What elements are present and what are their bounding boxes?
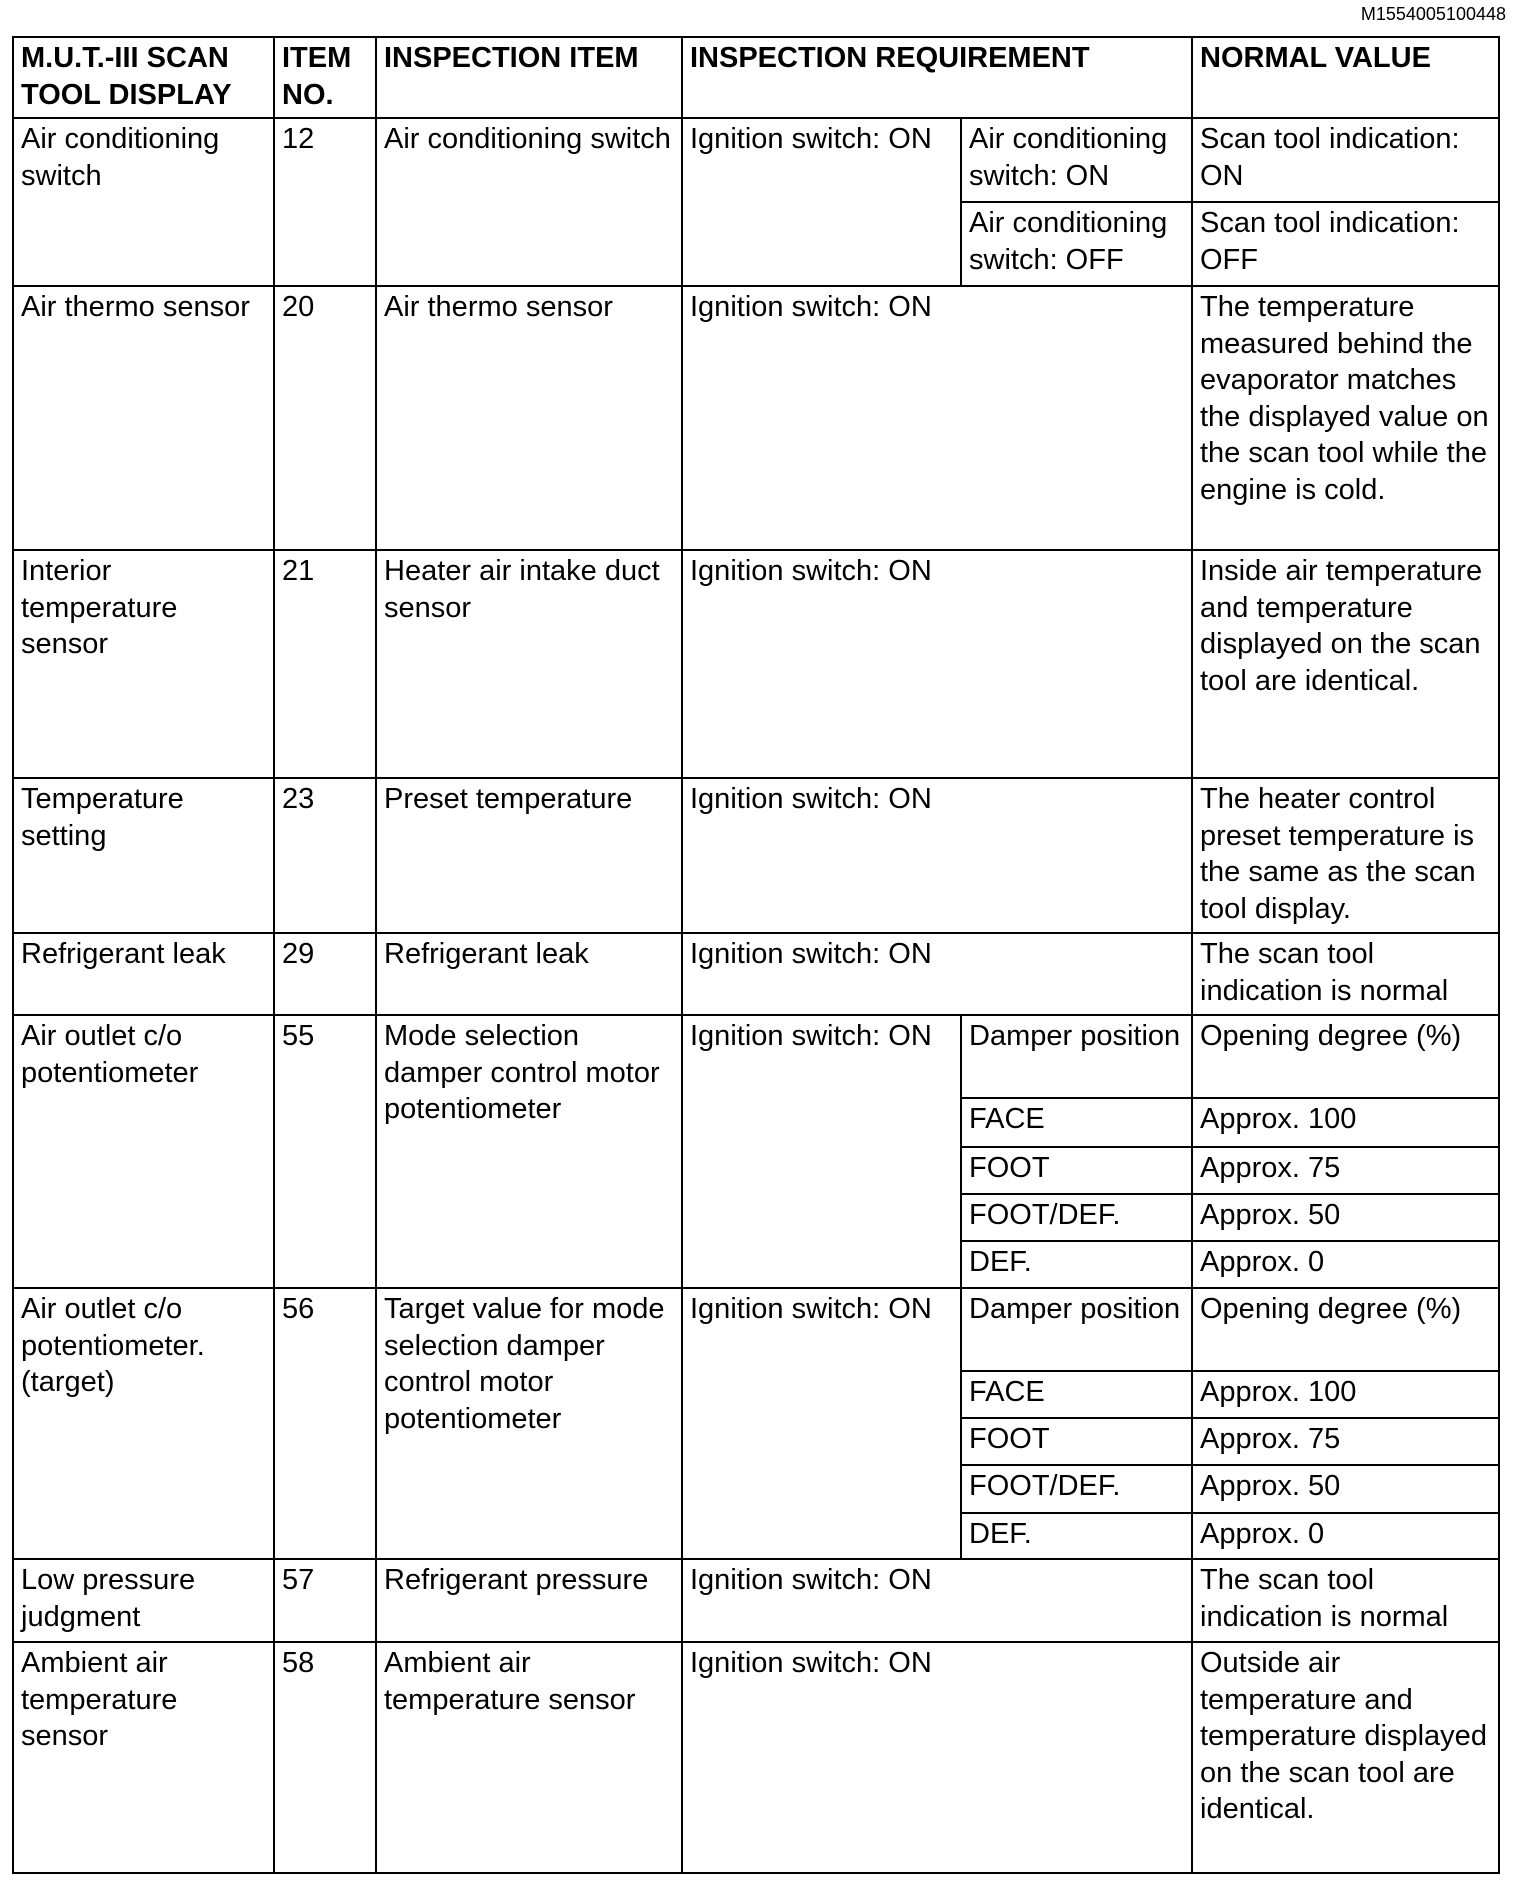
inspection-item-cell: Mode selection damper control motor potentiometer: [376, 1015, 682, 1288]
scan-tool-display-cell: Air thermo sensor: [13, 286, 274, 550]
table-row: [13, 550, 1499, 778]
normal-value-cell: Opening degree (%): [1192, 1288, 1499, 1371]
item-no-cell: 20: [274, 286, 376, 550]
scan-tool-display-cell: Temperature setting: [13, 778, 274, 933]
condition-cell: Damper position: [961, 1015, 1192, 1098]
inspection-requirement-cell: Ignition switch: ON: [682, 1015, 961, 1288]
normal-value-cell: Scan tool indication: ON: [1192, 118, 1499, 202]
table-row: [13, 1559, 1499, 1642]
header-normal-value: NORMAL VALUE: [1192, 37, 1499, 118]
header-inspection-item: INSPECTION ITEM: [376, 37, 682, 118]
table-row: [13, 118, 1499, 202]
header-scan-tool-display: M.U.T.-III SCAN TOOL DISPLAY: [13, 37, 274, 118]
scan-tool-display-cell: Ambient air temperature sensor: [13, 1642, 274, 1873]
inspection-item-cell: Refrigerant pressure: [376, 1559, 682, 1642]
condition-cell: DEF.: [961, 1513, 1192, 1559]
normal-value-cell: Scan tool indication: OFF: [1192, 202, 1499, 286]
normal-value-cell: Approx. 75: [1192, 1147, 1499, 1194]
condition-cell: FOOT/DEF.: [961, 1194, 1192, 1241]
inspection-item-cell: Refrigerant leak: [376, 933, 682, 1015]
table-row: [13, 933, 1499, 1015]
inspection-requirement-cell: Ignition switch: ON: [682, 1559, 1192, 1642]
table-row: [13, 286, 1499, 550]
normal-value-cell: Approx. 0: [1192, 1241, 1499, 1288]
inspection-requirement-cell: Ignition switch: ON: [682, 1642, 1192, 1873]
inspection-item-cell: Air thermo sensor: [376, 286, 682, 550]
item-no-cell: 23: [274, 778, 376, 933]
scan-tool-display-cell: Air conditioning switch: [13, 118, 274, 286]
inspection-item-cell: Preset temperature: [376, 778, 682, 933]
condition-cell: FOOT/DEF.: [961, 1465, 1192, 1513]
header-row: [13, 37, 1499, 118]
inspection-requirement-cell: Ignition switch: ON: [682, 286, 1192, 550]
item-no-cell: 29: [274, 933, 376, 1015]
table-row: [13, 778, 1499, 933]
inspection-requirement-cell: Ignition switch: ON: [682, 1288, 961, 1559]
inspection-requirement-cell: Ignition switch: ON: [682, 933, 1192, 1015]
condition-cell: FACE: [961, 1371, 1192, 1418]
inspection-item-cell: Ambient air temperature sensor: [376, 1642, 682, 1873]
table-row: [13, 1642, 1499, 1873]
condition-cell: Air conditioning switch: ON: [961, 118, 1192, 202]
document-id: M1554005100448: [1360, 4, 1506, 24]
normal-value-cell: Outside air temperature and temperature displayed on the scan tool are identical.: [1192, 1642, 1499, 1873]
item-no-cell: 12: [274, 118, 376, 286]
normal-value-cell: Approx. 0: [1192, 1513, 1499, 1559]
scan-tool-display-cell: Air outlet c/o potentiometer. (target): [13, 1288, 274, 1559]
inspection-requirement-cell: Ignition switch: ON: [682, 118, 961, 286]
normal-value-cell: The heater control preset temperature is the same as the scan tool display.: [1192, 778, 1499, 933]
item-no-cell: 57: [274, 1559, 376, 1642]
inspection-item-cell: Air conditioning switch: [376, 118, 682, 286]
item-no-cell: 55: [274, 1015, 376, 1288]
condition-cell: FOOT: [961, 1418, 1192, 1465]
item-no-cell: 58: [274, 1642, 376, 1873]
scan-tool-display-cell: Refrigerant leak: [13, 933, 274, 1015]
condition-cell: FACE: [961, 1098, 1192, 1147]
condition-cell: DEF.: [961, 1241, 1192, 1288]
table-row: [13, 1288, 1499, 1371]
condition-cell: Air conditioning switch: OFF: [961, 202, 1192, 286]
inspection-item-cell: Target value for mode selection damper control motor potentiometer: [376, 1288, 682, 1559]
header-inspection-requirement: INSPECTION REQUIREMENT: [682, 37, 1192, 118]
table-row: [13, 1015, 1499, 1098]
normal-value-cell: The scan tool indication is normal: [1192, 933, 1499, 1015]
normal-value-cell: Approx. 75: [1192, 1418, 1499, 1465]
header-item-no: ITEM NO.: [274, 37, 376, 118]
normal-value-cell: Inside air temperature and temperature displayed on the scan tool are identical.: [1192, 550, 1499, 778]
normal-value-cell: Approx. 50: [1192, 1194, 1499, 1241]
scan-tool-display-cell: Air outlet c/o potentiometer: [13, 1015, 274, 1288]
scan-tool-data-table: [12, 36, 1500, 1874]
normal-value-cell: Approx. 100: [1192, 1371, 1499, 1418]
normal-value-cell: Opening degree (%): [1192, 1015, 1499, 1098]
normal-value-cell: Approx. 100: [1192, 1098, 1499, 1147]
item-no-cell: 21: [274, 550, 376, 778]
scan-tool-display-cell: Interior temperature sensor: [13, 550, 274, 778]
normal-value-cell: The scan tool indication is normal: [1192, 1559, 1499, 1642]
normal-value-cell: The temperature measured behind the evaporator matches the displayed value on the scan tool while the engine is cold.: [1192, 286, 1499, 550]
condition-cell: FOOT: [961, 1147, 1192, 1194]
inspection-item-cell: Heater air intake duct sensor: [376, 550, 682, 778]
condition-cell: Damper position: [961, 1288, 1192, 1371]
inspection-requirement-cell: Ignition switch: ON: [682, 778, 1192, 933]
inspection-requirement-cell: Ignition switch: ON: [682, 550, 1192, 778]
normal-value-cell: Approx. 50: [1192, 1465, 1499, 1513]
item-no-cell: 56: [274, 1288, 376, 1559]
scan-tool-display-cell: Low pressure judgment: [13, 1559, 274, 1642]
